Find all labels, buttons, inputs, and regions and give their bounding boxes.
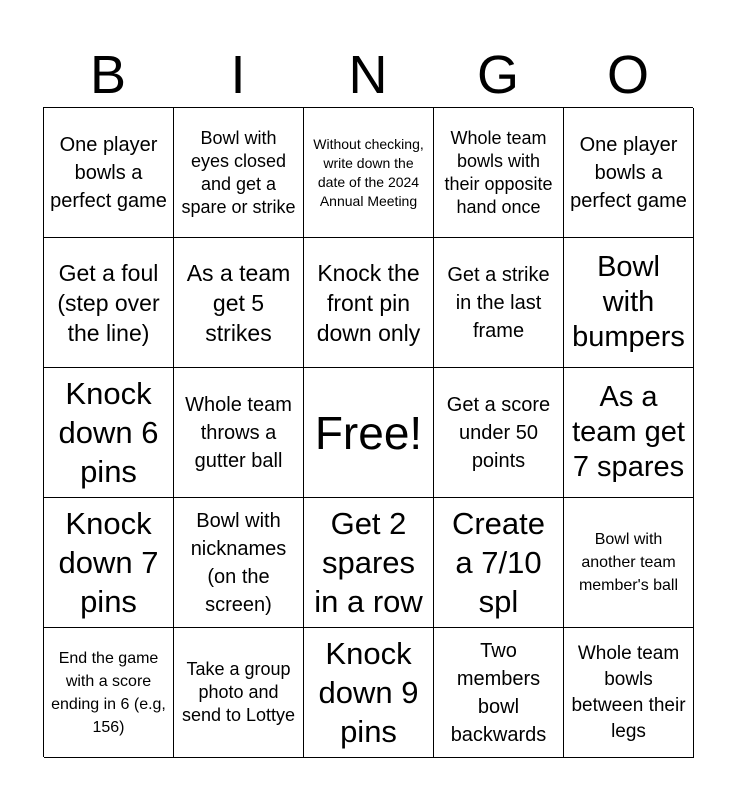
header-letter-o: O [606, 45, 649, 105]
cell-text: Bowl with bumpers [572, 251, 685, 353]
cell-text: Get 2 spares in a row [314, 506, 423, 619]
bingo-cell-r5c4[interactable] [434, 628, 564, 758]
bingo-cell-r5c5[interactable] [564, 628, 694, 758]
cell-text: Knock the front pin down only [316, 259, 421, 346]
bingo-cell-r4c5[interactable] [564, 498, 694, 628]
cell-text: Whole team throws a gutter ball [185, 393, 292, 472]
free-space-text: Free! [314, 406, 423, 459]
bingo-cell-r1c5[interactable] [564, 108, 694, 238]
bingo-cell-r2c5[interactable] [564, 238, 694, 368]
cell-text: Knock down 6 pins [58, 376, 159, 489]
bingo-cell-r1c4[interactable] [434, 108, 564, 238]
bingo-cell-r3c2[interactable] [174, 368, 304, 498]
cell-text: As a team get 5 strikes [186, 259, 291, 346]
cell-text: Get a foul (step over the line) [57, 259, 160, 346]
bingo-board [43, 107, 693, 757]
bingo-cell-r4c2[interactable] [174, 498, 304, 628]
bingo-cell-r1c2[interactable] [174, 108, 304, 238]
bingo-cell-r5c3[interactable] [304, 628, 434, 758]
bingo-cell-r2c1[interactable] [44, 238, 174, 368]
cell-text: One player bowls a perfect game [50, 133, 167, 212]
cell-text: As a team get 7 spares [572, 381, 685, 483]
bingo-cell-r1c3[interactable] [304, 108, 434, 238]
cell-text: Bowl with nicknames (on the screen) [190, 509, 287, 616]
bingo-cell-r5c1[interactable] [44, 628, 174, 758]
header-letter-i: I [230, 45, 246, 105]
cell-text: Whole team bowls between their legs [571, 642, 686, 742]
header-letter-b: B [89, 45, 127, 105]
bingo-cell-r3c1[interactable] [44, 368, 174, 498]
cell-text: Get a strike in the last frame [447, 263, 550, 342]
cell-text: Create a 7/10 spl [451, 506, 546, 619]
header-letter-n: N [348, 45, 388, 105]
bingo-cell-r4c1[interactable] [44, 498, 174, 628]
cell-text: Bowl with another team member's ball [578, 531, 679, 594]
bingo-header [43, 44, 693, 106]
cell-text: End the game with a score ending in 6 (e.g, 156) [51, 649, 166, 736]
cell-text: Knock down 7 pins [58, 506, 159, 619]
cell-text: Get a score under 50 points [446, 393, 551, 472]
cell-text: One player bowls a perfect game [570, 133, 687, 212]
bingo-cell-r4c3[interactable] [304, 498, 434, 628]
bingo-cell-r3c4[interactable] [434, 368, 564, 498]
bingo-cell-r3c5[interactable] [564, 368, 694, 498]
header-letter-g: G [476, 45, 519, 105]
bingo-cell-r2c2[interactable] [174, 238, 304, 368]
cell-text: Knock down 9 pins [318, 636, 419, 749]
bingo-cell-free[interactable] [304, 368, 434, 498]
cell-text: Whole team bowls with their opposite hand once [444, 127, 553, 217]
bingo-cell-r5c2[interactable] [174, 628, 304, 758]
bingo-cell-r2c3[interactable] [304, 238, 434, 368]
cell-text: Without checking, write down the date of the 2024 Annual Meeting [313, 135, 424, 209]
cell-text: Two members bowl backwards [450, 639, 547, 746]
cell-text: Bowl with eyes closed and get a spare or strike [181, 127, 296, 217]
cell-text: Take a group photo and send to Lottye [181, 659, 296, 725]
bingo-cell-r1c1[interactable] [44, 108, 174, 238]
bingo-cell-r4c4[interactable] [434, 498, 564, 628]
bingo-cell-r2c4[interactable] [434, 238, 564, 368]
